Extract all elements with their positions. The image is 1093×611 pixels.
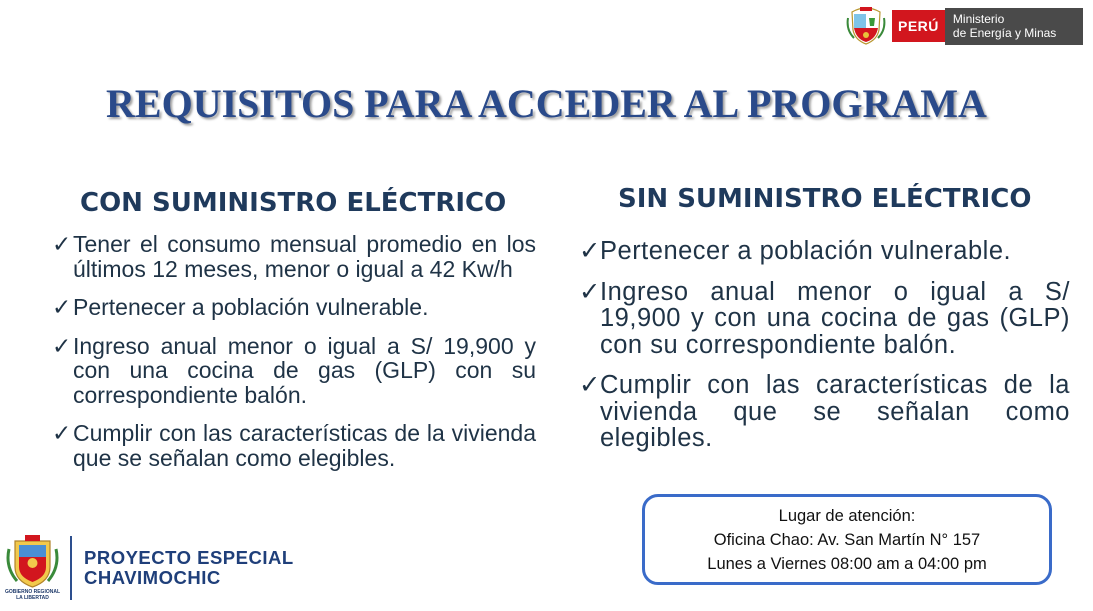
info-address: Oficina Chao: Av. San Martín N° 157 bbox=[713, 530, 981, 549]
seal-label-line-1: GOBIERNO REGIONAL bbox=[5, 589, 61, 595]
list-item bbox=[52, 421, 536, 470]
check-icon: ✓ bbox=[579, 371, 601, 399]
requirement-text: Ingreso anual menor o igual a S/ 19,900 y con una cocina de gas (GLP) con su correspondiente balón. bbox=[73, 332, 536, 408]
check-icon: ✓ bbox=[52, 294, 72, 320]
ministry-line-1: Ministerio bbox=[952, 12, 1005, 26]
requirement-text: Pertenecer a población vulnerable. bbox=[600, 237, 1012, 265]
ministry-name bbox=[945, 8, 1083, 45]
requirements-list-without-electricity bbox=[579, 238, 1070, 466]
attention-info-box bbox=[642, 494, 1052, 585]
seal-label bbox=[5, 589, 60, 601]
page-title: REQUISITOS PARA ACCEDER AL PROGRAMA bbox=[106, 81, 987, 126]
requirement-text: Cumplir con las características de la vivienda que se señalan como elegibles. bbox=[600, 371, 1070, 452]
regional-government-seal bbox=[5, 533, 60, 603]
project-name-line-2: CHAVIMOCHIC bbox=[84, 567, 221, 588]
peru-coat-of-arms-icon bbox=[846, 6, 886, 46]
project-name bbox=[84, 548, 294, 588]
country-label: PERÚ bbox=[892, 10, 945, 42]
list-item bbox=[52, 334, 536, 408]
list-item bbox=[52, 232, 536, 281]
requirement-text: Cumplir con las características de la vivienda que se señalan como elegibles. bbox=[73, 420, 536, 471]
list-item bbox=[52, 295, 536, 320]
check-icon: ✓ bbox=[52, 231, 72, 257]
ministry-logo bbox=[846, 6, 1083, 46]
logo-divider bbox=[70, 536, 72, 600]
info-heading: Lugar de atención: bbox=[778, 506, 916, 525]
list-item bbox=[579, 279, 1070, 359]
list-item bbox=[579, 238, 1070, 265]
column-heading-without-electricity: SIN SUMINISTRO ELÉCTRICO bbox=[618, 184, 1032, 214]
requirements-list-with-electricity bbox=[52, 232, 536, 484]
project-name-line-1: PROYECTO ESPECIAL bbox=[84, 547, 294, 568]
info-hours: Lunes a Viernes 08:00 am a 04:00 pm bbox=[707, 554, 987, 573]
column-heading-with-electricity: CON SUMINISTRO ELÉCTRICO bbox=[80, 188, 507, 218]
ministry-line-2: de Energía y Minas bbox=[952, 26, 1057, 40]
requirement-text: Pertenecer a población vulnerable. bbox=[73, 294, 429, 320]
list-item bbox=[579, 372, 1070, 452]
check-icon: ✓ bbox=[52, 420, 72, 446]
check-icon: ✓ bbox=[579, 237, 601, 265]
check-icon: ✓ bbox=[579, 277, 601, 306]
requirement-text: Ingreso anual menor o igual a S/ 19,900 y con una cocina de gas (GLP) con su correspondiente balón. bbox=[600, 277, 1070, 359]
project-logo bbox=[5, 533, 294, 603]
check-icon: ✓ bbox=[52, 332, 72, 359]
seal-label-line-2: LA LIBERTAD bbox=[16, 595, 49, 601]
requirement-text: Tener el consumo mensual promedio en los últimos 12 meses, menor o igual a 42 Kw/h bbox=[73, 231, 536, 282]
